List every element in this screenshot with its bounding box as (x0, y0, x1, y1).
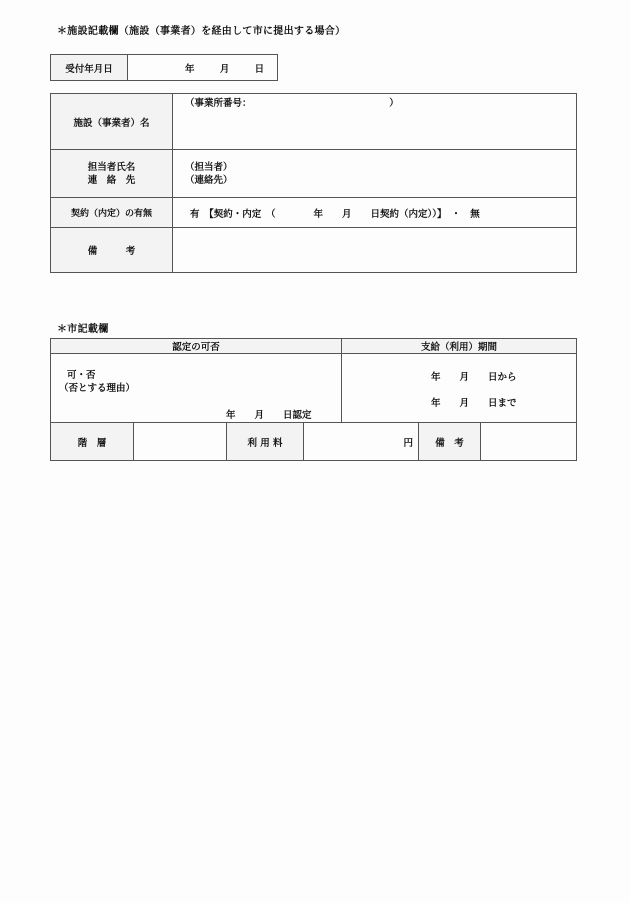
receipt-date-table (50, 54, 278, 81)
city-approval-table (50, 338, 577, 424)
remarks-field[interactable] (173, 228, 577, 273)
contact-label (51, 150, 173, 198)
fee-label: 利 用 料 (227, 423, 304, 461)
fee-field[interactable]: 円 (304, 423, 419, 461)
approval-date: 年 月 日認定 (226, 410, 312, 421)
receipt-day: 日 (254, 63, 265, 75)
city-section-title: ＊市記載欄 (57, 324, 109, 335)
facility-info-table (50, 93, 577, 273)
city-fee-table (50, 422, 577, 461)
contact-info-label: 連 絡 先 (87, 174, 136, 186)
contact-info-value: （連絡先） (185, 174, 233, 186)
receipt-month: 月 (219, 63, 230, 75)
office-number: （事業所番号： ） (185, 98, 399, 109)
rejection-reason-label: （否とする理由） (59, 383, 136, 394)
receipt-year: 年 (185, 63, 195, 75)
period-to: 年 月 日まで (431, 398, 517, 409)
facility-name-label: 施設（事業者）名 (51, 94, 173, 150)
facility-name-field[interactable] (173, 94, 577, 150)
floor-field[interactable] (134, 423, 227, 461)
contract-field[interactable]: 有 【契約・内定 （ 年 月 日契約（内定））】 ・ 無 (173, 198, 577, 228)
period-field[interactable] (342, 354, 577, 424)
contact-field[interactable] (173, 150, 577, 198)
city-remarks-field[interactable] (481, 423, 577, 461)
remarks-label: 備 考 (51, 228, 173, 273)
receipt-date-field[interactable] (128, 55, 278, 81)
contact-person-value: （担当者） (185, 161, 233, 173)
approval-field[interactable] (51, 354, 342, 424)
floor-label: 階 層 (51, 423, 134, 461)
facility-section-title: ＊施設記載欄（施設（事業者）を経由して市に提出する場合） (57, 26, 346, 37)
contact-person-label: 担当者氏名 (87, 161, 136, 173)
approval-header: 認定の可否 (51, 339, 342, 354)
period-header: 支給（利用）期間 (342, 339, 577, 354)
approval-choice: 可・否 (67, 370, 96, 381)
period-from: 年 月 日から (431, 372, 517, 383)
contract-label: 契約（内定）の有無 (51, 198, 173, 228)
city-remarks-label: 備 考 (419, 423, 481, 461)
receipt-date-label: 受付年月日 (51, 55, 128, 81)
